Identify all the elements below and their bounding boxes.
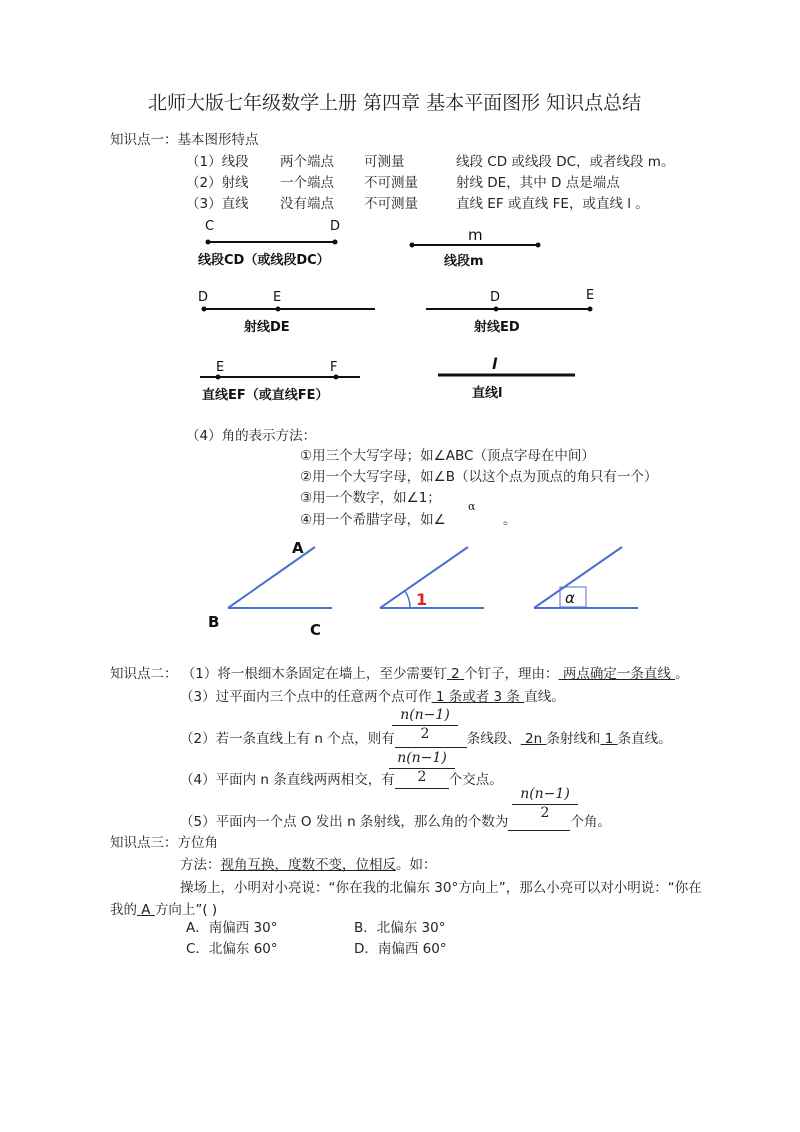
q1-text-end: 。 — [675, 666, 689, 682]
fraction-angles-num: n(n−1) — [520, 786, 570, 802]
q2-line — [180, 727, 672, 748]
fraction-segments-den: 2 — [392, 725, 458, 742]
caption-segment-m: 线段m — [444, 254, 484, 269]
q2-text-b: 条线段、 — [466, 731, 521, 747]
q4-text-a: （4）平面内 n 条直线两两相交，有 — [180, 772, 395, 788]
q3-text-a: （3）过平面内三个点中的任意两个点可作 — [180, 689, 432, 705]
method-label: 方法： — [180, 857, 221, 873]
label-ray2-e: E — [586, 288, 595, 303]
label-line-f: F — [330, 360, 338, 375]
row3-measure: 不可测量 — [364, 196, 418, 212]
fraction-angles-den: 2 — [512, 804, 578, 821]
row1-measure: 可测量 — [364, 154, 405, 170]
angle-heading: （4）角的表示方法： — [186, 428, 317, 444]
section-heading-1: 知识点一：基本图形特点 — [110, 132, 259, 148]
q4-text-b: 个交点。 — [448, 772, 503, 788]
row3-desc: 直线 EF 或直线 FE，或直线 l 。 — [456, 196, 649, 212]
caption-line-l: 直线l — [472, 386, 503, 401]
angle-item-2: ②用一个大写字母，如∠B（以这个点为顶点的角只有一个） — [300, 469, 658, 485]
q3-answer: 1 条或者 3 条 — [431, 689, 525, 705]
row1-desc: 线段 CD 或线段 DC，或者线段 m。 — [456, 154, 675, 170]
q2-answer-lines: 1 — [600, 731, 618, 747]
caption-ray-ed: 射线ED — [474, 320, 520, 335]
q2-text-c: 条射线和 — [546, 731, 601, 747]
question-text-a: 我的 — [110, 902, 137, 918]
angle-label-1: 1 — [416, 590, 428, 609]
fraction-intersections-den: 2 — [389, 768, 455, 785]
point-c — [206, 240, 211, 245]
caption-segment-cd: 线段CD（或线段DC） — [198, 253, 330, 268]
page-title: 北师大版七年级数学上册 第四章 基本平面图形 知识点总结 — [148, 92, 642, 114]
q2-text-d: 条直线。 — [617, 731, 672, 747]
q5-text-b: 个角。 — [570, 814, 611, 830]
caption-ray-de: 射线DE — [244, 320, 290, 335]
label-c: C — [205, 219, 215, 234]
caption-line-ef: 直线EF（或直线FE） — [202, 388, 329, 403]
label-l: l — [492, 355, 498, 373]
q2-blank-1 — [395, 731, 467, 748]
point-m-start — [410, 243, 415, 248]
label-ray2-d: D — [490, 290, 501, 305]
point-m-end — [536, 243, 541, 248]
angle-label-alpha: α — [565, 589, 575, 607]
row3-no: （3）直线 — [186, 196, 249, 212]
label-m: m — [468, 226, 483, 244]
question-answer: A — [137, 902, 155, 918]
method-line — [180, 853, 437, 873]
angle-item-1: ①用三个大写字母；如∠ABC（顶点字母在中间） — [300, 448, 595, 464]
point-line-e — [216, 375, 221, 380]
question-line-2 — [110, 898, 217, 918]
row3-ends: 没有端点 — [280, 196, 334, 212]
angle-label-b: B — [208, 613, 220, 631]
section-heading-3: 知识点三：方位角 — [110, 835, 218, 851]
q4-line — [180, 768, 503, 789]
q5-line — [180, 810, 611, 831]
fraction-intersections-num: n(n−1) — [397, 750, 447, 766]
row2-desc: 射线 DE，其中 D 点是端点 — [456, 175, 620, 191]
angle-label-c: C — [310, 621, 322, 639]
option-c: C．北偏东 60° — [186, 941, 278, 957]
fraction-segments-num: n(n−1) — [400, 707, 450, 723]
row1-no: （1）线段 — [186, 154, 249, 170]
label-d: D — [330, 219, 341, 234]
angle-item-4-period: 。 — [503, 512, 517, 528]
row1-ends: 两个端点 — [280, 154, 334, 170]
q3-line — [180, 685, 565, 705]
option-a: A．南偏西 30° — [186, 920, 278, 936]
point-ray1-d — [202, 307, 207, 312]
angle-item-3: ③用一个数字，如∠1； — [300, 490, 441, 506]
q1-text-a: （1）将一根细木条固定在墙上，至少需要钉 — [181, 666, 447, 682]
question-text-b: 方向上”( ) — [154, 902, 218, 918]
row2-ends: 一个端点 — [280, 175, 334, 191]
angle-1-arc — [405, 591, 410, 608]
q2-answer-rays: 2n — [520, 731, 547, 747]
point-ray2-e — [588, 307, 593, 312]
q1-answer-count: 2 — [446, 666, 465, 682]
angle-figures — [200, 535, 650, 640]
angle-item-4: ④用一个希腊字母，如∠ — [300, 512, 446, 528]
option-b: B．北偏东 30° — [354, 920, 446, 936]
point-line-f — [334, 375, 339, 380]
section-heading-2 — [110, 662, 689, 682]
alpha-symbol: α — [468, 500, 476, 513]
method-answer: 视角互换，度数不变，位相反 — [220, 857, 396, 873]
row2-no: （2）射线 — [186, 175, 249, 191]
point-ray1-e — [276, 307, 281, 312]
point-d — [333, 240, 338, 245]
angle-alpha-ray-upper — [534, 547, 622, 608]
q1-answer-reason: 两点确定一条直线 — [558, 666, 676, 682]
q4-blank — [395, 772, 449, 789]
q1-text-b: 个钉子，理由： — [464, 666, 559, 682]
method-end: 。如： — [396, 857, 437, 873]
label-line-e: E — [216, 360, 225, 375]
label-ray1-d: D — [198, 290, 209, 305]
section-label-2: 知识点二： — [110, 666, 178, 682]
line-types-figure — [190, 215, 600, 410]
q2-text-a: （2）若一条直线上有 n 个点，则有 — [180, 731, 395, 747]
point-ray2-d — [494, 307, 499, 312]
q3-text-b: 直线。 — [524, 689, 565, 705]
angle-label-a: A — [292, 539, 304, 557]
q5-text-a: （5）平面内一个点 O 发出 n 条射线，那么角的个数为 — [180, 814, 509, 830]
q5-blank — [508, 814, 570, 831]
question-line-1: 操场上，小明对小亮说：“你在我的北偏东 30°方向上”，那么小亮可以对小明说：“你在 — [180, 880, 702, 896]
option-d: D．南偏西 60° — [354, 941, 447, 957]
row2-measure: 不可测量 — [364, 175, 418, 191]
label-ray1-e: E — [273, 290, 282, 305]
